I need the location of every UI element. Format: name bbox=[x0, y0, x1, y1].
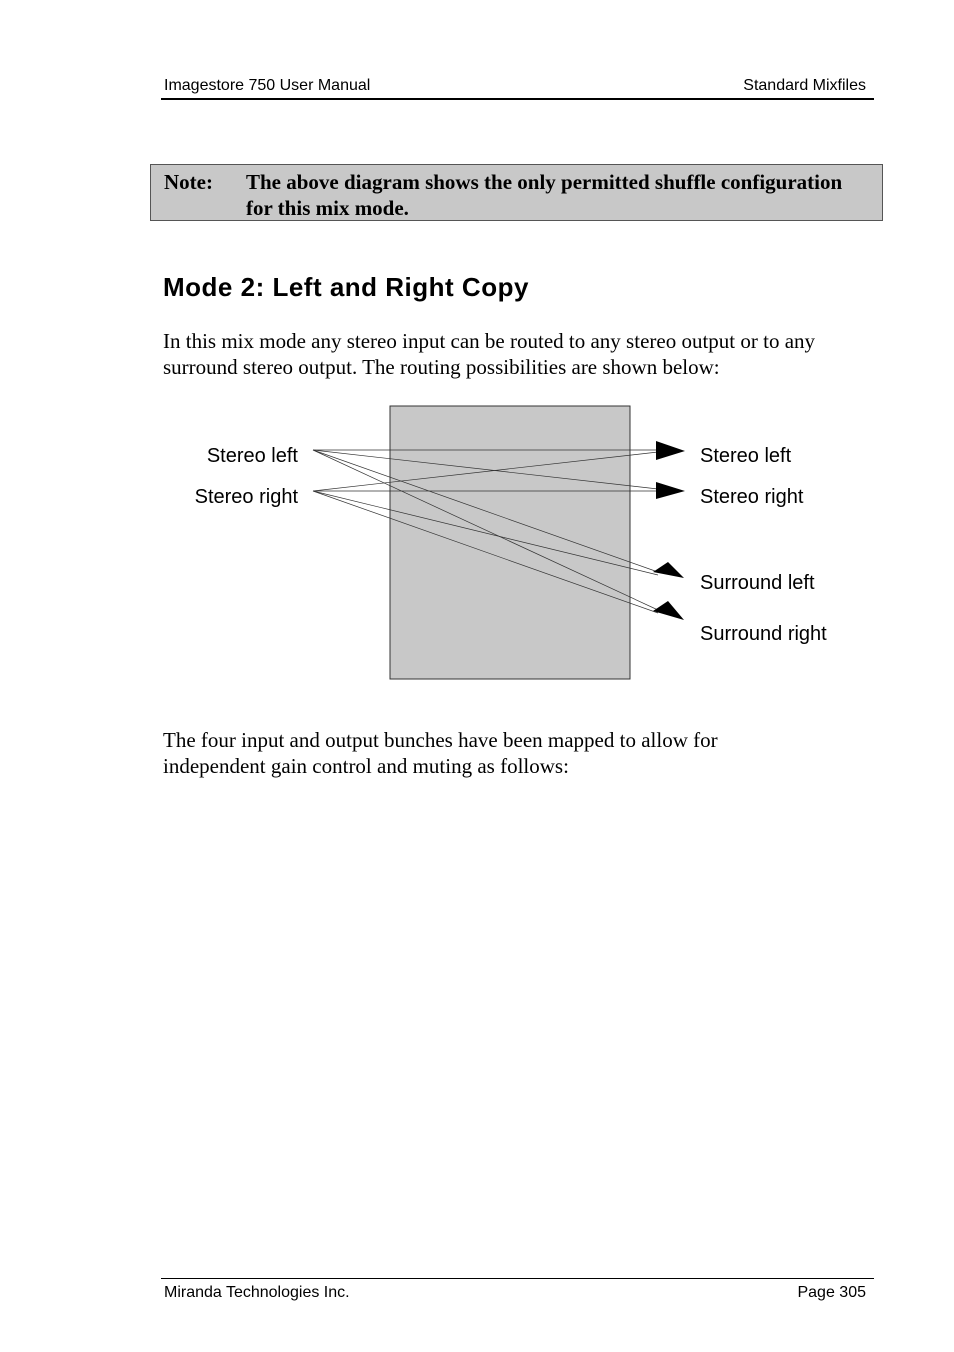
arrow-icon bbox=[656, 441, 685, 460]
arrowheads bbox=[653, 441, 685, 620]
input-label: Stereo right bbox=[194, 486, 298, 508]
mixer-box bbox=[390, 406, 630, 679]
header-section: Standard Mixfiles bbox=[743, 77, 866, 94]
intro-paragraph: In this mix mode any stereo input can be routed to any stereo output or to any surround stereo output. The routing possibilities are shown below: bbox=[163, 329, 816, 379]
input-label: Stereo left bbox=[206, 445, 298, 467]
arrow-icon bbox=[653, 601, 684, 620]
section-heading: Mode 2: Left and Right Copy bbox=[163, 272, 529, 302]
header-title: Imagestore 750 User Manual bbox=[164, 77, 371, 94]
note-label: Note: bbox=[164, 170, 213, 194]
page-number: Page 305 bbox=[797, 1284, 866, 1301]
arrow-icon bbox=[656, 482, 685, 499]
arrow-icon bbox=[653, 562, 684, 578]
output-label: Surround left bbox=[700, 572, 815, 594]
closing-paragraph: The four input and output bunches have been mapped to allow for independent gain control and muting as follows: bbox=[163, 728, 718, 778]
output-label: Surround right bbox=[700, 623, 827, 645]
footer-company: Miranda Technologies Inc. bbox=[164, 1284, 350, 1301]
note-text: The above diagram shows the only permitted shuffle configuration for this mix mode. bbox=[246, 170, 843, 220]
output-label: Stereo right bbox=[700, 486, 804, 508]
output-label: Stereo left bbox=[700, 445, 792, 467]
page-footer bbox=[161, 1278, 874, 1305]
